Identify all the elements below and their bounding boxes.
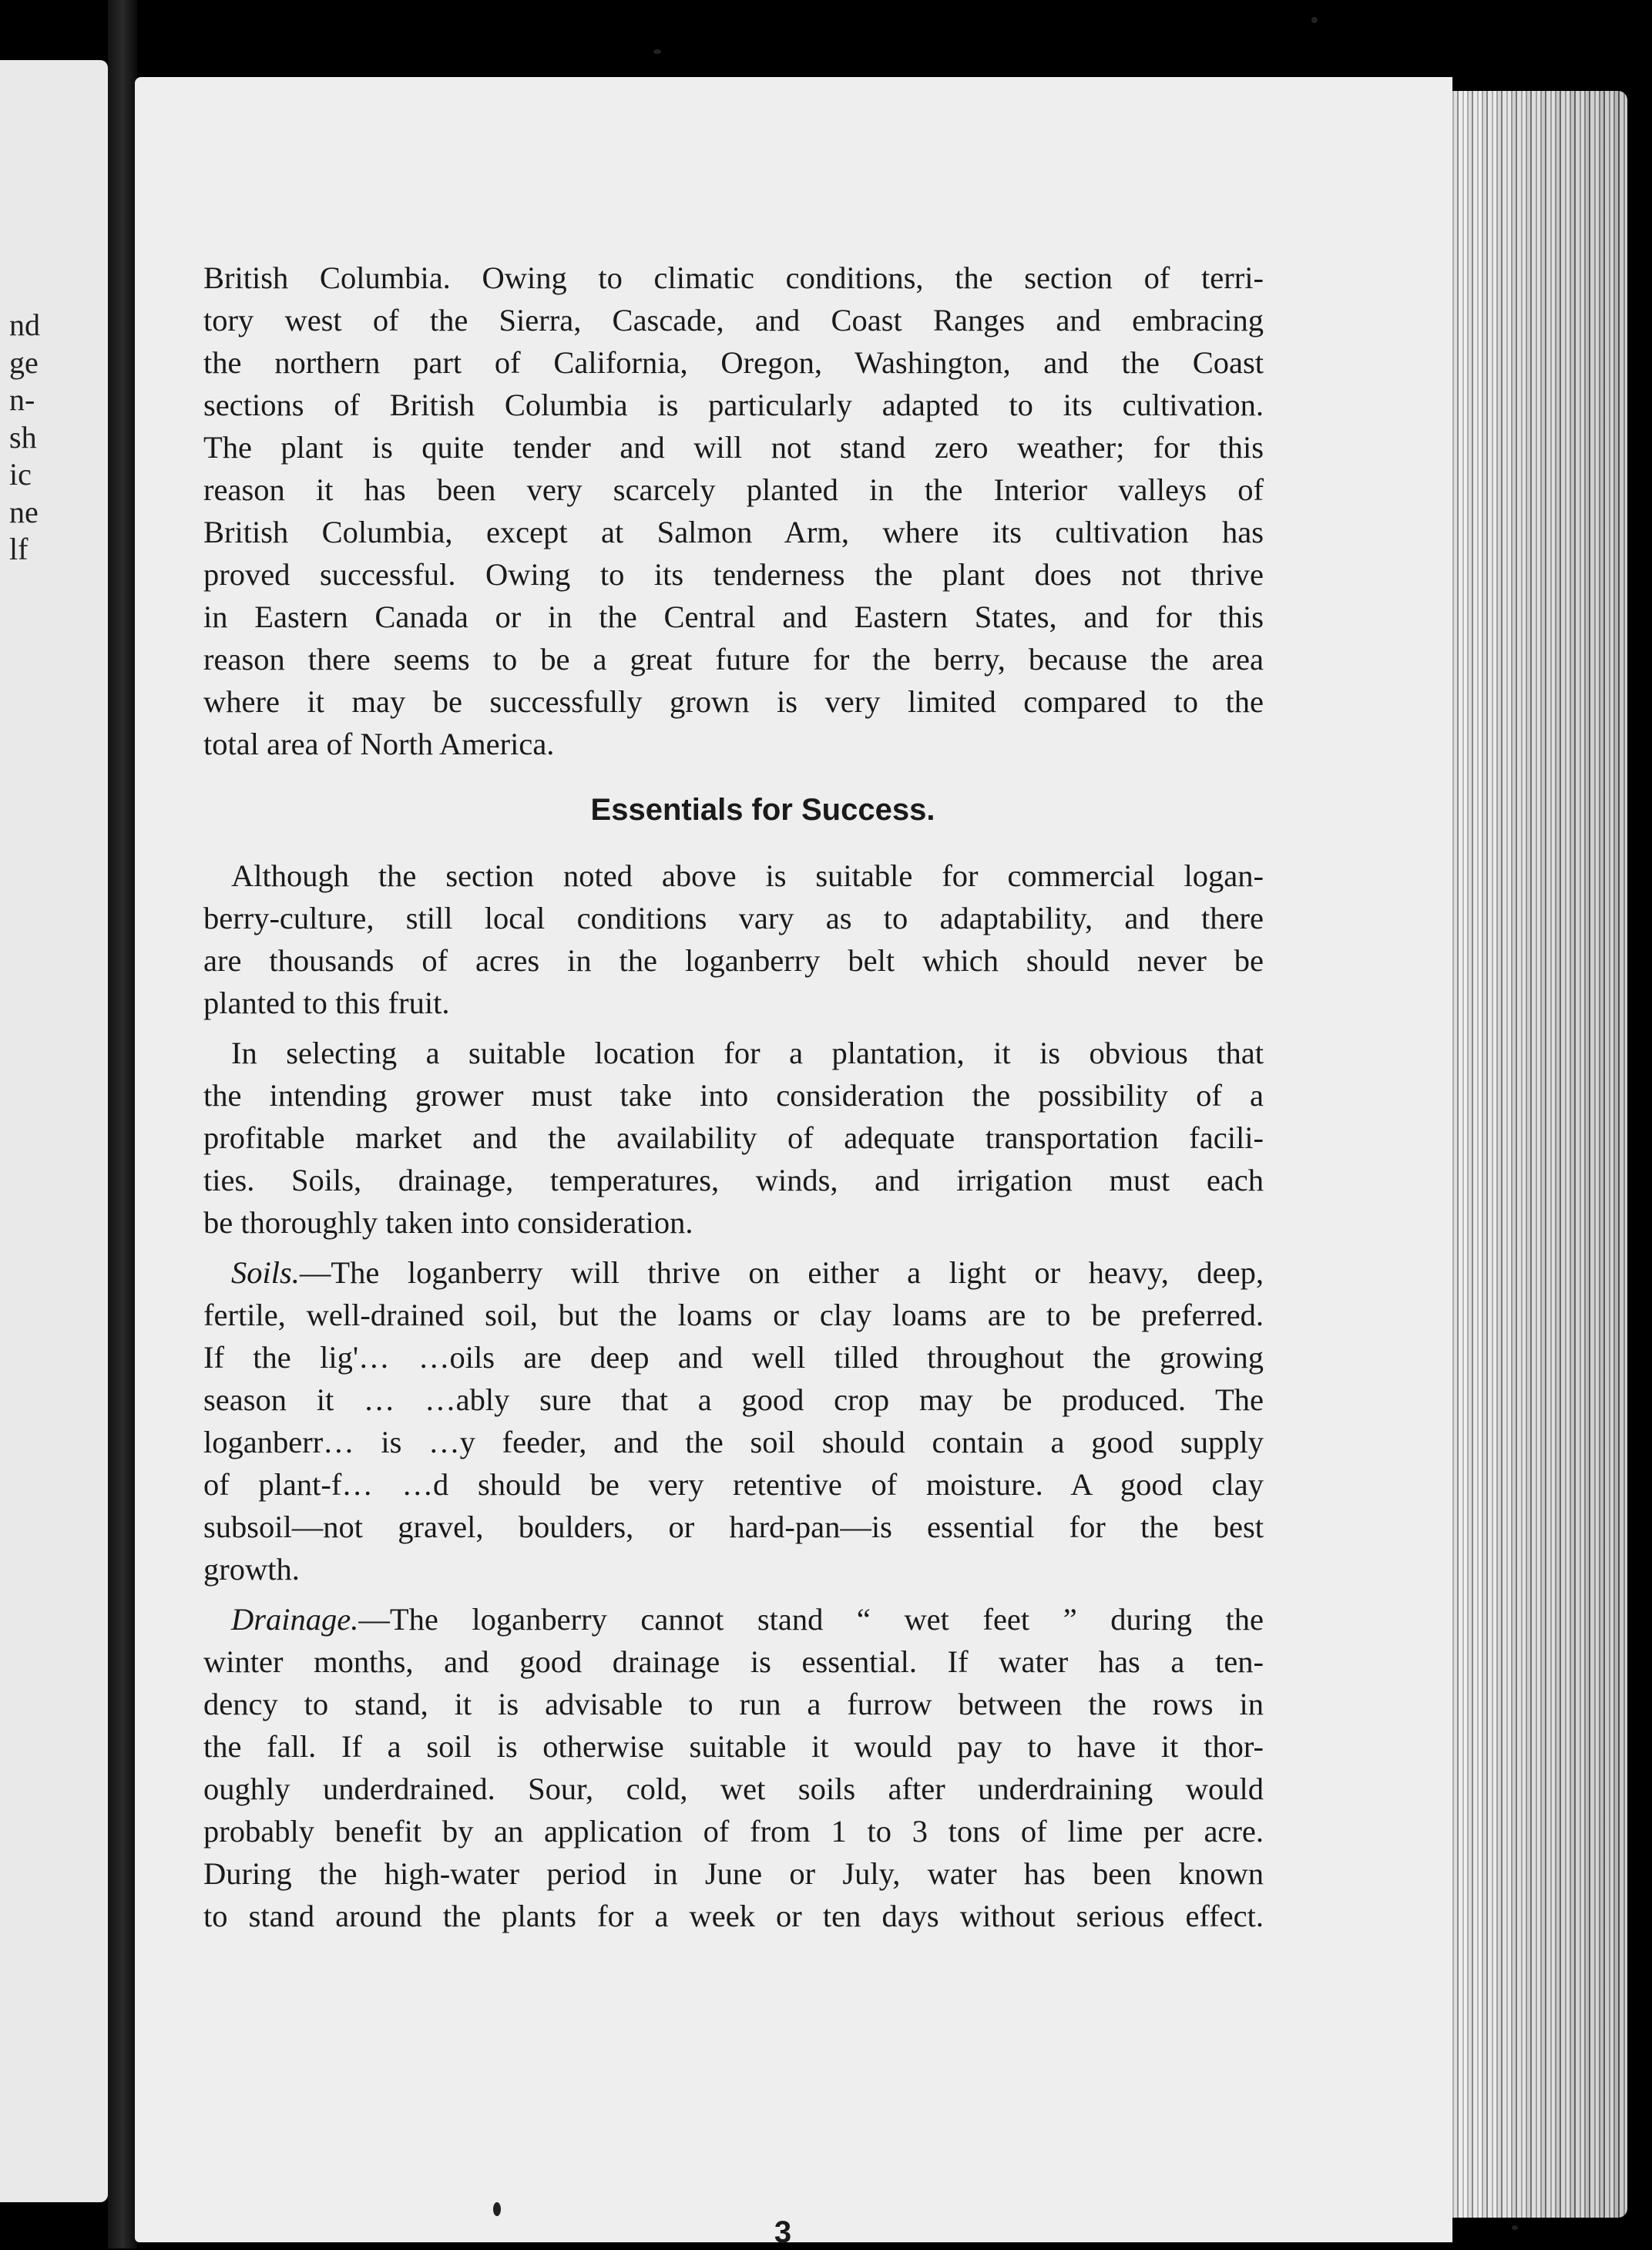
text-line: season it … …ably sure that a good crop may be produced. The (203, 1382, 1264, 1417)
scan-speck (1311, 17, 1318, 23)
text-line: sections of British Columbia is particularly adapted to its cultivation. (203, 388, 1264, 422)
text-line: where it may be successfully grown is very limited compared to the (203, 684, 1264, 719)
soils-first-line: —The loganberry will thrive on either a light or heavy, deep, (299, 1255, 1264, 1290)
scan-speck (1512, 2225, 1518, 2230)
text-line: dency to stand, it is advisable to run a furrow between the rows in (203, 1687, 1264, 1721)
left-facing-page (0, 60, 108, 2202)
text-line: tory west of the Sierra, Cascade, and Coast Ranges and embracing (203, 303, 1264, 338)
left-fragment: lf (9, 532, 29, 566)
text-line: loganberr… is …y feeder, and the soil should contain a good supply (203, 1425, 1264, 1459)
text-line: fertile, well-drained soil, but the loams or clay loams are to be preferred. (203, 1298, 1264, 1332)
text-line: winter months, and good drainage is essential. If water has a ten- (203, 1644, 1264, 1679)
page-text-block (203, 257, 1264, 2249)
left-fragment: ic (9, 457, 32, 492)
text-line: to stand around the plants for a week or ten days without serious effect. (203, 1899, 1264, 1933)
left-fragment: ge (9, 344, 39, 380)
text-line: berry-culture, still local conditions vary as to adaptability, and there (203, 901, 1264, 935)
text-line: proved successful. Owing to its tenderness the plant does not thrive (203, 557, 1264, 592)
text-line: the intending grower must take into consideration the possibility of a (203, 1078, 1264, 1113)
text-line: the fall. If a soil is otherwise suitable it would pay to have it thor- (203, 1729, 1264, 1764)
text-line: British Columbia, except at Salmon Arm, where its cultivation has (203, 515, 1264, 549)
page-stack-edges (1435, 91, 1627, 2218)
left-fragment: n- (9, 382, 35, 417)
drainage-label: Drainage. (231, 1602, 359, 1637)
text-line: profitable market and the availability of adequate transportation facili- (203, 1120, 1264, 1155)
text-line (203, 1598, 1264, 1640)
left-page-text-fragments (9, 307, 40, 569)
scan-speck (493, 2202, 501, 2216)
section-heading: Essentials for Success. (590, 793, 935, 827)
intro-paragraph (203, 257, 1264, 765)
text-line: the northern part of California, Oregon, Washington, and the Coast (203, 345, 1264, 380)
paragraph-soils (203, 1251, 1264, 1590)
text-line: Although the section noted above is suitable for commercial logan- (231, 858, 1264, 893)
text-line: growth. (203, 1552, 300, 1587)
text-line: reason it has been very scarcely planted in the Interior valleys of (203, 472, 1264, 507)
soils-label: Soils. (231, 1255, 300, 1290)
text-line: in Eastern Canada or in the Central and Eastern States, and for this (203, 599, 1264, 634)
text-line: reason there seems to be a great future for the berry, because the area (203, 642, 1264, 677)
scan-speck (653, 49, 661, 54)
page-number: 3 (774, 2215, 792, 2249)
text-line: ties. Soils, drainage, temperatures, winds, and irrigation must each (203, 1163, 1264, 1197)
text-line: be thoroughly taken into consideration. (203, 1205, 693, 1240)
text-line: probably benefit by an application of from 1 to 3 tons of lime per acre. (203, 1814, 1264, 1849)
book-gutter (108, 0, 137, 2248)
paragraph-location (203, 1032, 1264, 1244)
text-line: In selecting a suitable location for a plantation, it is obvious that (231, 1036, 1264, 1070)
text-line: If the lig'… …oils are deep and well tilled throughout the growing (203, 1340, 1264, 1375)
text-line: subsoil—not gravel, boulders, or hard-pan—is essential for the best (203, 1510, 1264, 1544)
left-fragment: sh (9, 419, 37, 455)
text-line: are thousands of acres in the loganberry belt which should never be (203, 943, 1264, 978)
left-fragment: nd (9, 307, 40, 342)
drainage-first-line: —The loganberry cannot stand “ wet feet ” during the (358, 1602, 1264, 1637)
text-line: British Columbia. Owing to climatic conditions, the section of terri- (203, 260, 1264, 295)
text-line: of plant-f… …d should be very retentive of moisture. A good clay (203, 1467, 1264, 1502)
text-line: total area of North America. (203, 727, 555, 761)
paragraph-drainage (203, 1598, 1264, 1937)
text-line: oughly underdrained. Sour, cold, wet soils after underdraining would (203, 1771, 1264, 1806)
left-fragment: ne (9, 494, 39, 529)
paragraph-adaptability (203, 855, 1264, 1024)
text-line: planted to this fruit. (203, 986, 450, 1020)
text-line (203, 1251, 1264, 1294)
text-line: The plant is quite tender and will not stand zero weather; for this (203, 430, 1264, 465)
text-line: During the high-water period in June or July, water has been known (203, 1856, 1264, 1891)
